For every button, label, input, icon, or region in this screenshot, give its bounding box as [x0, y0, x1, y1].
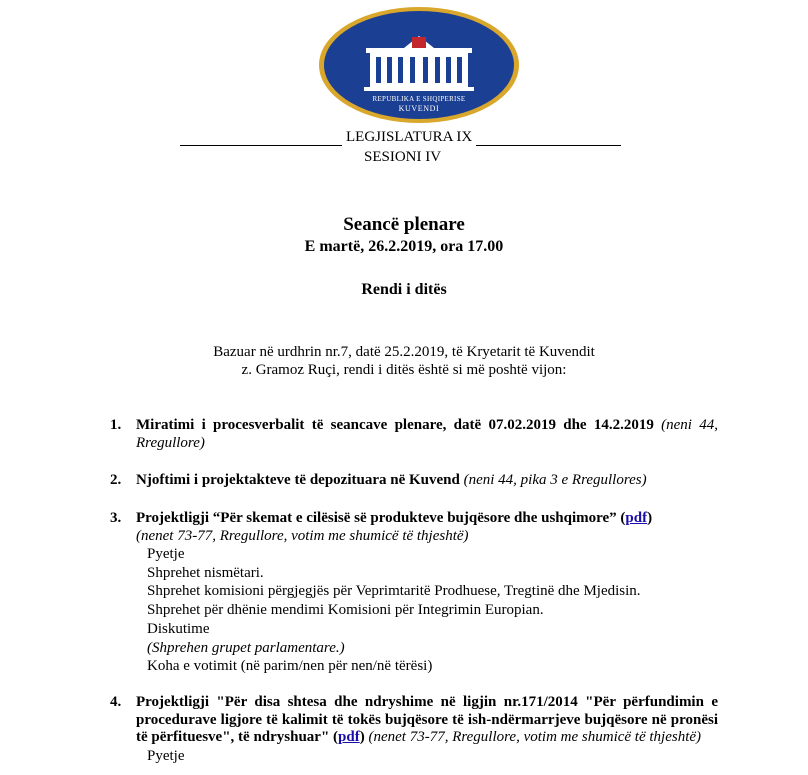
intro-paragraph	[0, 343, 808, 379]
item-reference: (nenet 73-77, Rregullore, votim me shumicë të thjeshtë)	[136, 527, 469, 544]
underline-rule	[476, 129, 621, 146]
step-initiator: Shprehet nismëtari.	[147, 564, 264, 581]
intro-line: Bazuar në urdhrin nr.7, datë 25.2.2019, të Kryetarit të Kuvendit	[213, 344, 595, 360]
seal-text-kuvendi: KUVENDI	[398, 104, 440, 113]
legislature-line	[180, 128, 630, 146]
parliament-seal-logo	[318, 6, 520, 124]
pdf-link[interactable]: pdf	[338, 729, 360, 745]
intro-line: z. Gramoz Ruçi, rendi i ditës është si më poshtë vijon:	[241, 362, 567, 378]
item-title: Miratimi i procesverbalit të seancave plenare, datë 07.02.2019 dhe 14.2.2019	[136, 417, 654, 433]
meeting-datetime: E martë, 26.2.2019, ora 17.00	[304, 238, 504, 255]
item-title: Projektligji “Për skemat e cilësisë së produkteve bujqësore dhe ushqimore”	[136, 510, 617, 526]
procedure-steps	[136, 545, 718, 676]
agenda-item-3: 3. Projektligji “Për skemat e cilësisë së produkteve bujqësore dhe ushqimore” (pdf) (nenet 73-77, Rregullore, votim me shumicë të thjeshtë) Pyetje Shprehet nismëtari. Shprehet komisioni përgjegjës për Veprimtaritë Prodhuese, Tregtinë dhe Mjedisin. Shprehet për dhënie mendimi Komisioni për Integrimin Europian. Diskutime (Shprehen grupet parlamentare.) Koha e votimit (në parim/nen për nen/në tërësi)	[110, 510, 718, 676]
step-voting-time: Koha e votimit (në parim/nen për nen/në tërësi)	[147, 658, 433, 675]
item-title: Projektligji "Për disa shtesa dhe ndryshime në ligjin nr.171/2014 "Për përfundimin e procedurave ligjore të kalimit të tokës bujqësore të ish-ndërmarrjeve bujqësore në pronësi të përfituesve", të ndryshuar"	[136, 694, 718, 745]
step-discussion: Diskutime	[147, 620, 210, 637]
item-number: 1.	[110, 417, 122, 433]
seal-text-republic: REPUBLIKA E SHQIPERISE	[372, 95, 466, 103]
item-reference: (neni 44, Rregullore)	[136, 417, 719, 451]
underline-rule	[180, 129, 342, 146]
item-title: Njoftimi i projektakteve të depozituara në Kuvend	[136, 472, 460, 488]
step-question: Pyetje	[147, 546, 185, 562]
step-groups: (Shprehen grupet parlamentare.)	[147, 639, 345, 656]
item-reference: (neni 44, pika 3 e Rregullores)	[463, 472, 647, 488]
pdf-link[interactable]: pdf	[625, 510, 648, 526]
item-number: 2.	[110, 472, 122, 488]
agenda-item-2	[110, 472, 718, 490]
meeting-title: Seancë plenare	[343, 214, 465, 235]
agenda-item-1	[110, 417, 718, 452]
item-number: 4.	[110, 694, 122, 710]
legislature-label: LEGJISLATURA IX	[346, 129, 473, 145]
item-reference: (nenet 73-77, Rregullore, votim me shumicë të thjeshtë)	[368, 729, 702, 745]
item-number: 3.	[110, 510, 122, 526]
agenda-item-4: 4. Projektligji "Për disa shtesa dhe ndryshime në ligjin nr.171/2014 "Për përfundimin e procedurave ligjore të kalimit të tokës bujqësore të ish-ndërmarrjeve bujqësore në pronësi të përfituesve", të ndryshuar" (pdf) (nenet 73-77, Rregullore, votim me shumicë të thjeshtë) Pyetje	[110, 694, 718, 764]
session-label: SESIONI IV	[364, 149, 442, 165]
step-committee: Shprehet komisioni përgjegjës për Veprimtaritë Prodhuese, Tregtinë dhe Mjedisin.	[147, 583, 641, 600]
agenda-title: Rendi i ditës	[361, 281, 447, 298]
procedure-steps	[136, 747, 718, 766]
step-eu-committee: Shprehet për dhënie mendimi Komisioni për Integrimin Europian.	[147, 602, 544, 619]
step-question: Pyetje	[147, 747, 185, 764]
